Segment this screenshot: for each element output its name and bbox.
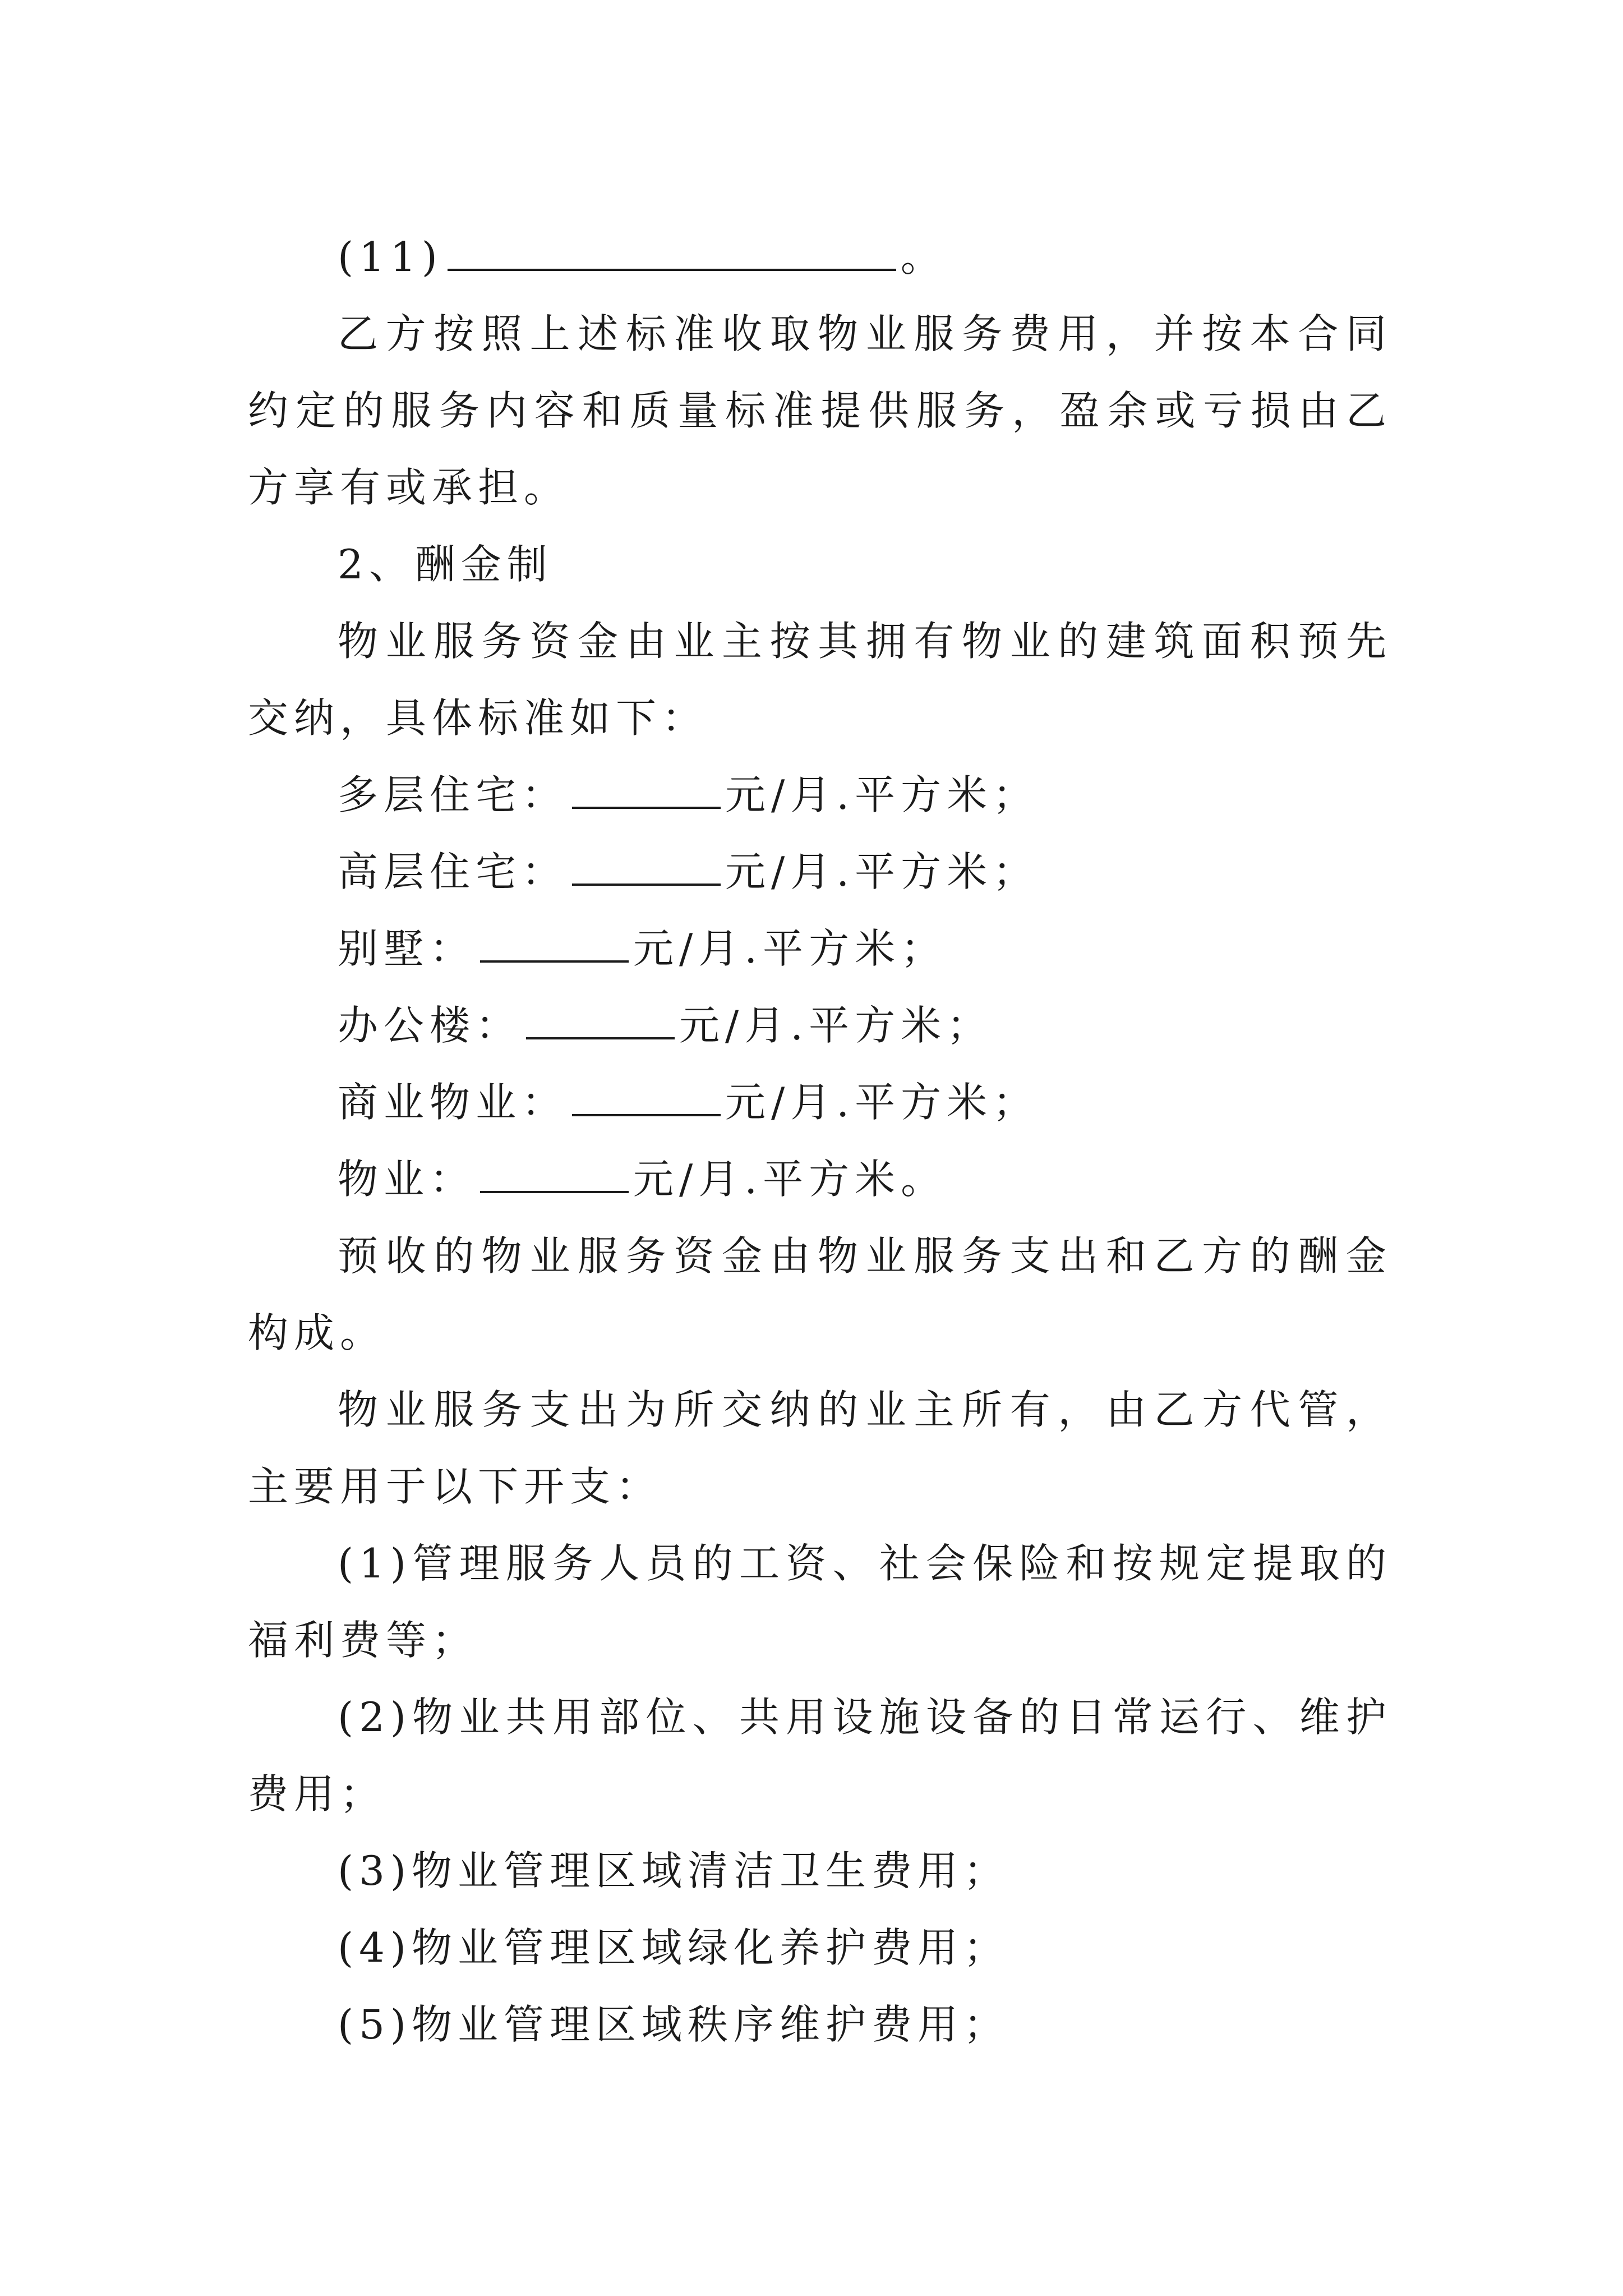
fill-in-blank xyxy=(572,1082,721,1116)
rate-unit: 元/月.平方米； xyxy=(725,848,1039,895)
section-heading-commission: 2、酬金制 xyxy=(338,541,553,588)
rate-unit: 元/月.平方米； xyxy=(725,771,1039,818)
item-11-prefix: (11) xyxy=(338,233,443,280)
rate-line xyxy=(248,1064,1392,1141)
rate-unit: 元/月.平方米； xyxy=(633,925,947,972)
paragraph-lump-sum: 乙方按照上述标准收取物业服务费用，并按本合同约定的服务内容和质量标准提供服务，盈余或亏损由乙方享有或承担。 xyxy=(248,310,1392,511)
item-11-line xyxy=(248,219,1392,296)
rate-unit: 元/月.平方米。 xyxy=(633,1156,947,1203)
rate-label: 别墅： xyxy=(338,925,476,972)
fill-in-blank xyxy=(526,1005,675,1039)
fill-in-blank xyxy=(480,1158,629,1193)
fill-in-blank xyxy=(572,774,721,809)
expense-item: (1)管理服务人员的工资、社会保险和按规定提取的福利费等； xyxy=(248,1540,1392,1664)
paragraph-funds: 物业服务资金由业主按其拥有物业的建筑面积预先交纳，具体标准如下： xyxy=(248,618,1392,742)
rate-line xyxy=(248,1141,1392,1218)
rate-label: 办公楼： xyxy=(338,1002,522,1049)
fill-in-blank xyxy=(572,851,721,886)
expense-item: (3)物业管理区域清洁卫生费用； xyxy=(338,1847,1009,1894)
document-body xyxy=(248,219,1392,2063)
rate-line xyxy=(248,757,1392,834)
fill-in-blank xyxy=(448,236,896,271)
rate-line xyxy=(248,987,1392,1064)
rate-line xyxy=(248,910,1392,987)
rate-unit: 元/月.平方米； xyxy=(679,1002,993,1049)
rate-label: 物业： xyxy=(338,1156,476,1203)
expense-item: (2)物业共用部位、共用设施设备的日常运行、维护费用； xyxy=(248,1694,1392,1818)
rate-label: 高层住宅： xyxy=(338,848,568,895)
paragraph-expenses: 物业服务支出为所交纳的业主所有，由乙方代管，主要用于以下开支： xyxy=(248,1386,1392,1510)
rate-label: 多层住宅： xyxy=(338,771,568,818)
expense-item: (5)物业管理区域秩序维护费用； xyxy=(338,2001,1009,2048)
paragraph-composition: 预收的物业服务资金由物业服务支出和乙方的酬金构成。 xyxy=(248,1232,1392,1356)
rate-label: 商业物业： xyxy=(338,1079,568,1126)
item-11-suffix: 。 xyxy=(900,233,947,280)
fill-in-blank xyxy=(480,928,629,963)
rate-unit: 元/月.平方米； xyxy=(725,1079,1039,1126)
expense-item: (4)物业管理区域绿化养护费用； xyxy=(338,1924,1009,1971)
rate-line xyxy=(248,834,1392,910)
